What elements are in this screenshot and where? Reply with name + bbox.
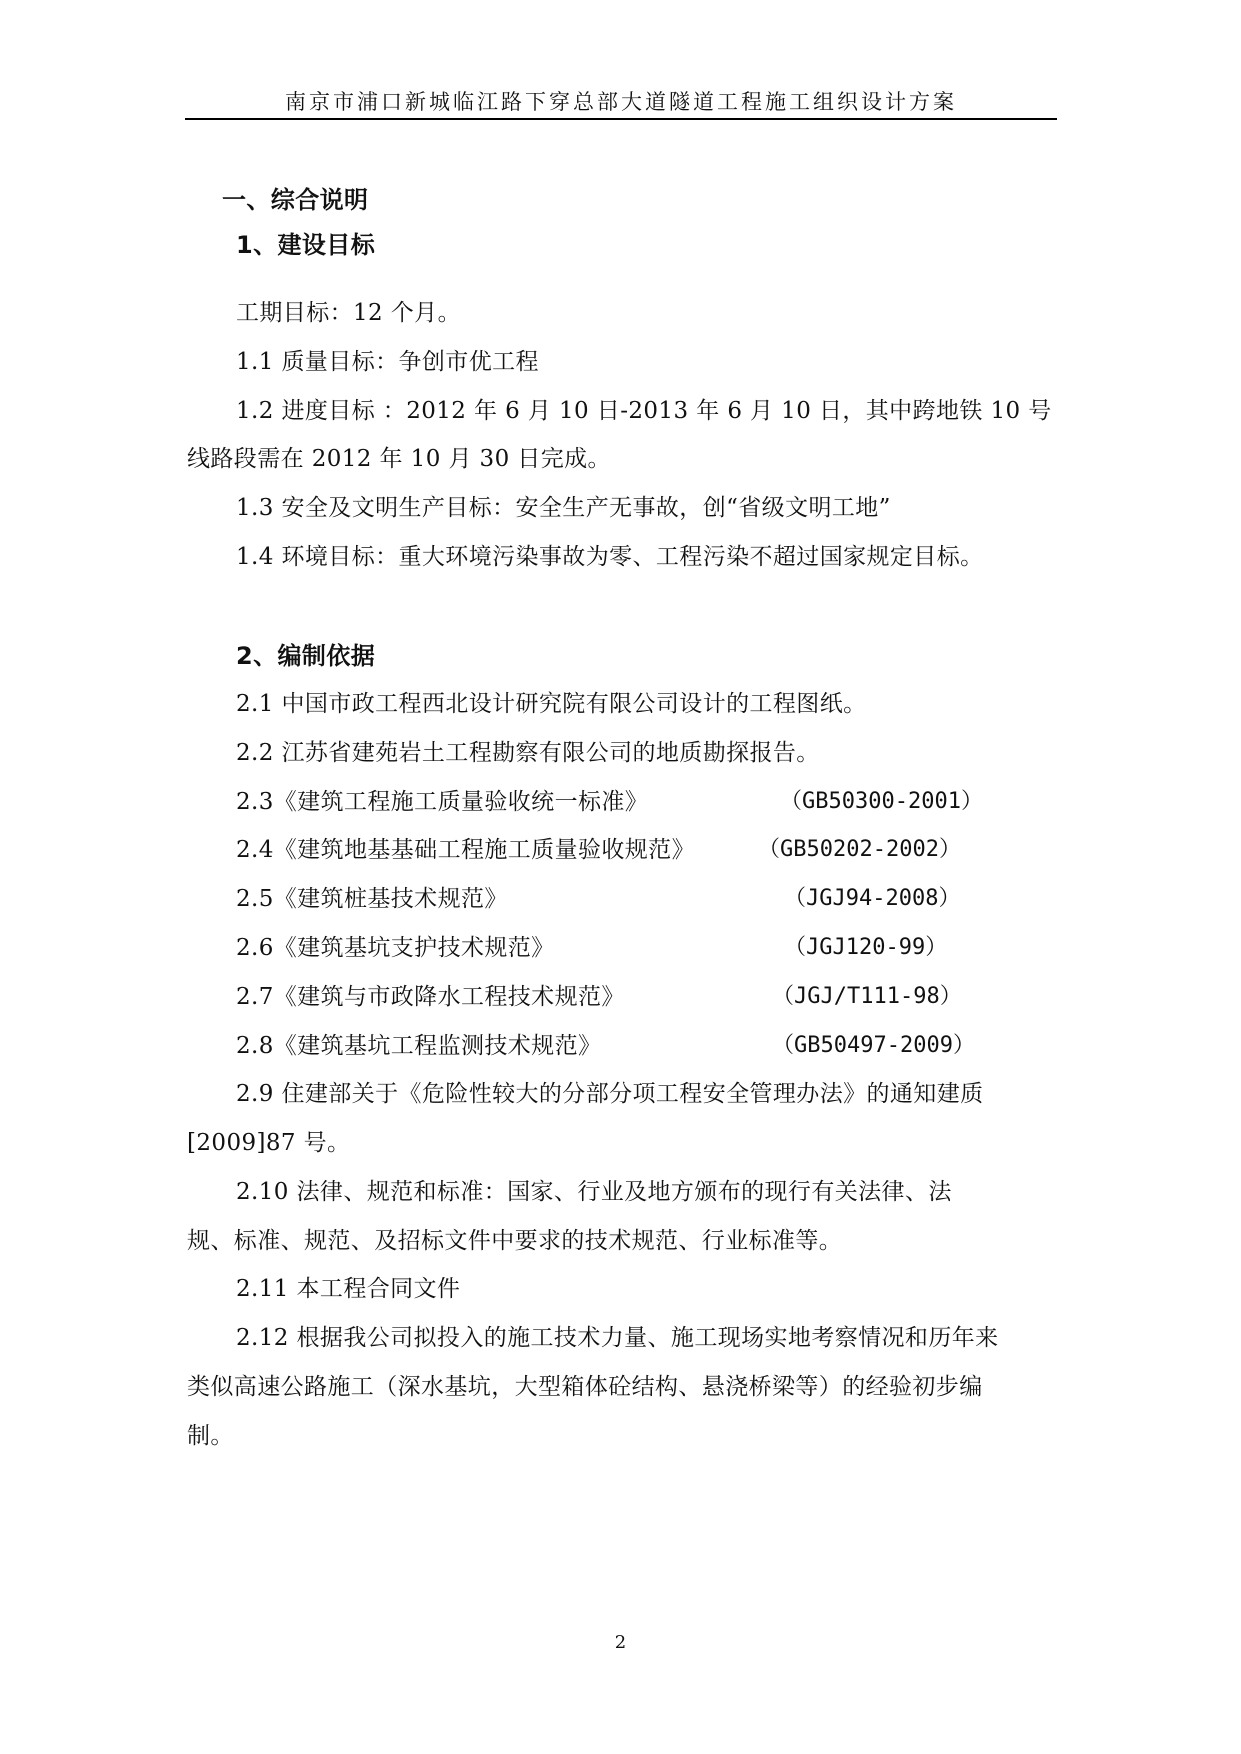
basis-item-10-line1: 2.10 法律、规范和标准：国家、行业及地方颁布的现行有关法律、法 — [236, 1179, 952, 1205]
basis-item-11: 2.11 本工程合同文件 — [236, 1276, 461, 1302]
basis-item: 2.6《建筑基坑支护技术规范》 — [236, 935, 555, 961]
basis-item: 2.7《建筑与市政降水工程技术规范》 — [236, 984, 625, 1010]
basis-item-9-line1: 2.9 住建部关于《危险性较大的分部分项工程安全管理办法》的通知建质 — [236, 1081, 984, 1107]
standard-code: （GB50202-2002） — [758, 837, 961, 862]
page-number: 2 — [614, 1632, 627, 1653]
duration-goal: 工期目标：12 个月。 — [236, 300, 461, 326]
basis-item-12-line2: 类似高速公路施工（深水基坑，大型箱体砼结构、悬浇桥梁等）的经验初步编 — [187, 1374, 983, 1400]
standard-code: （JGJ94-2008） — [784, 886, 961, 911]
subsection-heading-basis: 2、编制依据 — [236, 642, 376, 670]
standard-code: （JGJ120-99） — [784, 935, 948, 960]
basis-item: 2.8《建筑基坑工程监测技术规范》 — [236, 1033, 602, 1059]
page-header-title: 南京市浦口新城临江路下穿总部大道隧道工程施工组织设计方案 — [285, 90, 957, 114]
environment-goal: 1.4 环境目标：重大环境污染事故为零、工程污染不超过国家规定目标。 — [236, 544, 984, 570]
header-rule — [185, 118, 1057, 120]
basis-item: 2.1 中国市政工程西北设计研究院有限公司设计的工程图纸。 — [236, 691, 867, 717]
basis-item-12-line3: 制。 — [187, 1423, 234, 1449]
standard-code: （GB50497-2009） — [772, 1033, 975, 1058]
basis-item-10-line2: 规、标准、规范、及招标文件中要求的技术规范、行业标准等。 — [187, 1228, 843, 1254]
basis-item: 2.4《建筑地基基础工程施工质量验收规范》 — [236, 837, 695, 863]
section-heading: 一、综合说明 — [222, 186, 369, 214]
basis-item-9-line2: [2009]87 号。 — [187, 1130, 351, 1156]
basis-item: 2.2 江苏省建苑岩土工程勘察有限公司的地质勘探报告。 — [236, 740, 820, 766]
basis-item-12-line1: 2.12 根据我公司拟投入的施工技术力量、施工现场实地考察情况和历年来 — [236, 1325, 999, 1351]
progress-goal-line1: 1.2 进度目标 ：2012 年 6 月 10 日-2013 年 6 月 10 日，其中跨地铁 10 号 — [236, 398, 1052, 424]
safety-goal: 1.3 安全及文明生产目标：安全生产无事故，创“省级文明工地” — [236, 495, 891, 521]
standard-code: （JGJ/T111-98） — [772, 984, 962, 1009]
standard-code: （GB50300-2001） — [780, 789, 983, 814]
subsection-heading-goals: 1、建设目标 — [236, 231, 376, 259]
quality-goal: 1.1 质量目标：争创市优工程 — [236, 349, 539, 375]
progress-goal-line2: 线路段需在 2012 年 10 月 30 日完成。 — [187, 446, 611, 472]
basis-item: 2.3《建筑工程施工质量验收统一标准》 — [236, 789, 649, 815]
basis-item: 2.5《建筑桩基技术规范》 — [236, 886, 508, 912]
